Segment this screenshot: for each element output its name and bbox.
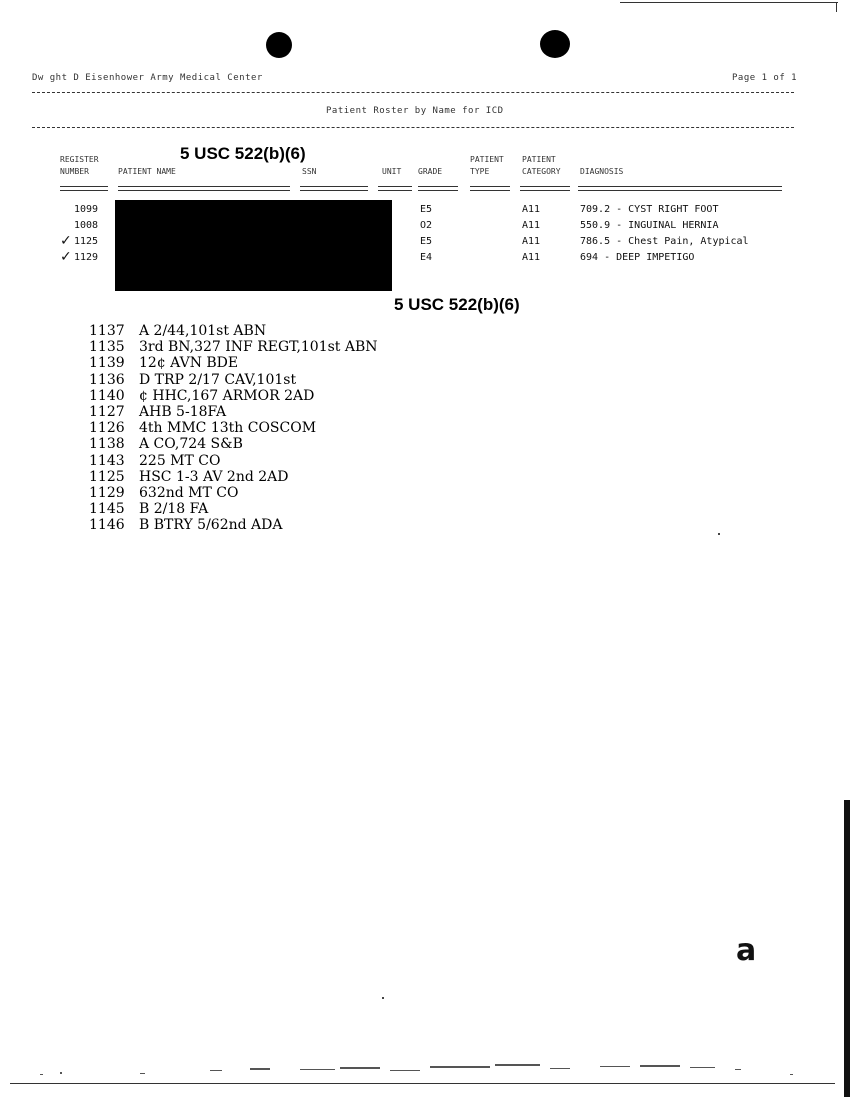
scan-noise-footer [0,1060,850,1097]
list-item-unit: ¢ HHC,167 ARMOR 2AD [139,387,315,404]
grade: O2 [420,220,433,231]
register-number: 1125 [74,236,99,247]
list-item-number: 1126 [89,420,125,437]
handwritten-unit-list [89,323,378,534]
underline-category [520,186,570,191]
grade: E4 [420,252,433,263]
list-item [89,323,378,339]
diagnosis: 694 - DEEP IMPETIGO [580,252,695,263]
list-item-number: 1138 [89,436,125,453]
list-item [89,388,378,404]
list-item-unit: B BTRY 5/62nd ADA [139,517,283,534]
list-item [89,453,378,469]
underline-diagnosis [578,186,782,191]
diagnosis: 709.2 - CYST RIGHT FOOT [580,204,719,215]
list-item [89,436,378,452]
underline-unit [378,186,412,191]
col-diagnosis: DIAGNOSIS [580,167,624,176]
grade: E5 [420,236,433,247]
list-item-unit: 632nd MT CO [139,485,239,502]
list-item-unit: 3rd BN,327 INF REGT,101st ABN [139,339,378,356]
list-item-unit: AHB 5-18FA [139,404,227,421]
list-item-unit: 4th MMC 13th COSCOM [139,420,317,437]
title-divider [32,127,794,128]
redaction-label-top: 5 USC 522(b)(6) [180,144,306,163]
col-grade: GRADE [418,167,443,176]
category: A11 [522,204,541,215]
grade: E5 [420,204,433,215]
punch-hole-left [266,32,292,58]
list-item [89,485,378,501]
speck [718,533,720,535]
underline-register [60,186,108,191]
list-item [89,501,378,517]
col-category-l1: PATIENT [522,155,556,164]
list-item [89,517,378,533]
diagnosis: 786.5 - Chest Pain, Atypical [580,236,749,247]
underline-grade [418,186,458,191]
redaction-box [115,200,392,291]
register-number: 1129 [74,252,99,263]
underline-name [118,186,290,191]
speck [382,997,384,999]
list-item-number: 1136 [89,371,125,388]
list-item-number: 1129 [89,485,125,502]
underline-ssn [300,186,368,191]
list-item [89,404,378,420]
page-edge-shadow [844,800,850,1097]
corner-tick [836,2,837,12]
col-patient-type-l2: TYPE [470,167,490,176]
list-item-number: 1139 [89,355,125,372]
report-title: Patient Roster by Name for ICD [326,106,504,116]
list-item [89,420,378,436]
diagnosis: 550.9 - INGUINAL HERNIA [580,220,719,231]
checkmark-icon: ✓ [60,249,72,265]
list-item-number: 1143 [89,452,125,469]
list-item-number: 1137 [89,323,125,339]
corner-handwritten-mark: a [736,933,757,968]
col-ssn: SSN [302,167,317,176]
col-register-l1: REGISTER [60,155,99,164]
page-number: Page 1 of 1 [732,73,798,83]
checkmark-icon: ✓ [60,233,72,249]
list-item [89,339,378,355]
col-patient-type-l1: PATIENT [470,155,504,164]
list-item-unit: D TRP 2/17 CAV,101st [139,371,297,388]
list-item-number: 1125 [89,468,125,485]
list-item-unit: A CO,724 S&B [139,436,243,453]
register-number: 1008 [74,220,99,231]
header-divider [32,92,794,93]
category: A11 [522,236,541,247]
category: A11 [522,252,541,263]
list-item-number: 1145 [89,501,125,518]
col-register-l2: NUMBER [60,167,89,176]
col-unit: UNIT [382,167,402,176]
list-item [89,355,378,371]
register-number: 1099 [74,204,99,215]
punch-hole-right [540,30,570,58]
category: A11 [522,220,541,231]
list-item [89,372,378,388]
system-title: Dw ght D Eisenhower Army Medical Center [32,73,263,83]
list-item-number: 1146 [89,517,125,534]
list-item-unit: 225 MT CO [139,452,221,469]
list-item-unit: 12¢ AVN BDE [139,355,239,372]
list-item-unit: B 2/18 FA [139,501,209,518]
underline-type [470,186,510,191]
list-item-unit: HSC 1-3 AV 2nd 2AD [139,468,289,485]
list-item-number: 1127 [89,404,125,421]
list-item-unit: A 2/44,101st ABN [139,323,267,339]
col-patient-name: PATIENT NAME [118,167,176,176]
corner-rule [620,2,838,3]
col-category-l2: CATEGORY [522,167,561,176]
list-item [89,469,378,485]
list-item-number: 1135 [89,339,125,356]
list-item-number: 1140 [89,387,125,404]
redaction-label-mid: 5 USC 522(b)(6) [394,295,520,314]
